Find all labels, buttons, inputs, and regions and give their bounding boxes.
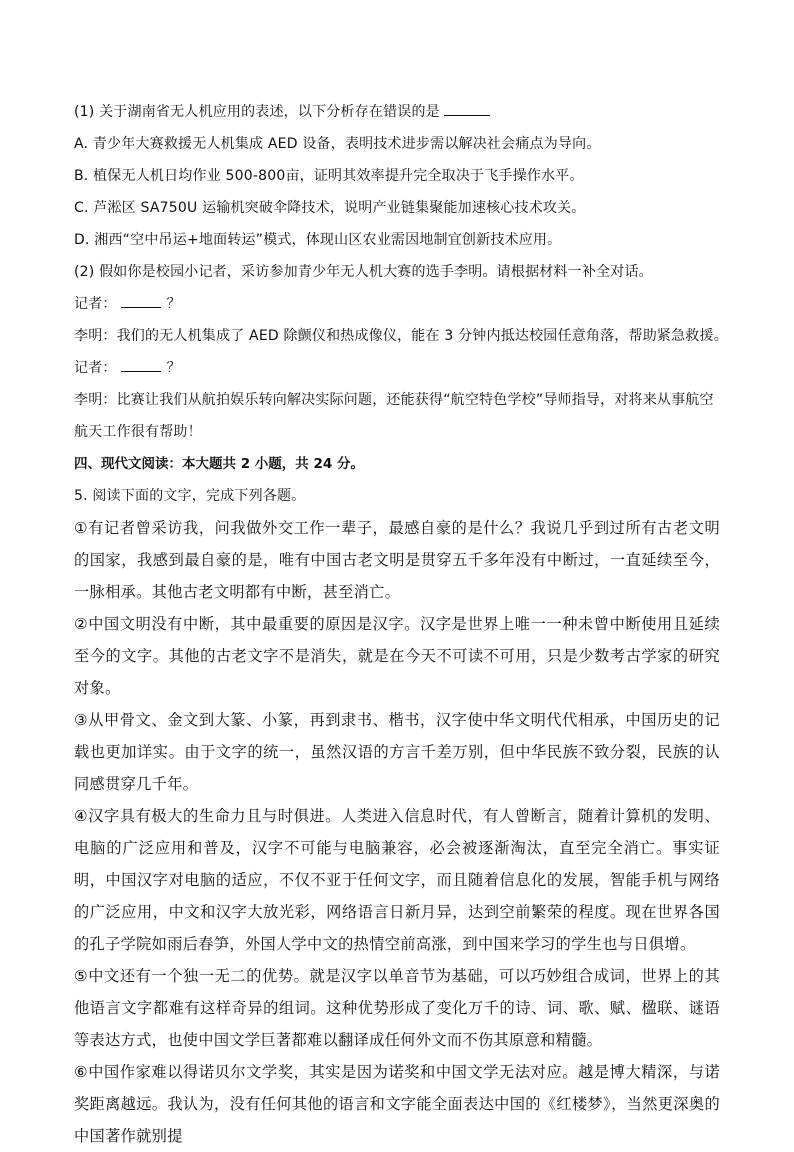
reporter-line-1 bbox=[74, 288, 720, 320]
li-ming-answer-1: 李明：我们的无人机集成了 AED 除颤仪和热成像仪，能在 3 分钟内抵达校园任意角落，帮助紧急救援。 bbox=[74, 328, 728, 344]
question-1-stem bbox=[74, 96, 720, 128]
question-2-stem: (2) 假如你是校园小记者，采访参加青少年无人机大赛的选手李明。请根据材料一补全对话。 bbox=[74, 264, 653, 280]
question-1-stem-text: (1) 关于湖南省无人机应用的表述，以下分析存在错误的是 bbox=[74, 104, 440, 120]
paragraph-5: ⑤中文还有一个独一无二的优势。就是汉字以单音节为基础，可以巧妙组合成词，世界上的其他语言文字都难有这样奇异的组词。这种优势形成了变化万千的诗、词、歌、赋、楹联、谜语等表达方式，也使中国文学巨著都难以翻译成任何外文而不伤其原意和精髓。 bbox=[74, 967, 720, 1049]
reporter-line-2 bbox=[74, 352, 720, 384]
question-1-option-d: D. 湘西“空中吊运+地面转运”模式，体现山区农业需因地制宜创新技术应用。 bbox=[74, 232, 562, 248]
question-1-option-b: B. 植保无人机日均作业 500-800亩，证明其效率提升完全取决于飞手操作水平。 bbox=[74, 168, 584, 184]
question-mark: ？ bbox=[166, 360, 181, 376]
question-mark: ？ bbox=[166, 296, 181, 312]
reporter-label: 记者： bbox=[74, 360, 117, 376]
li-ming-answer-2-line-2: 航天工作很有帮助！ bbox=[74, 424, 202, 440]
li-ming-answer-2-line-1: 李明：比赛让我们从航拍娱乐转向解决实际问题，还能获得“航空特色学校”导师指导，对将来从事航空 bbox=[74, 392, 714, 408]
question-5-stem: 5. 阅读下面的文字，完成下列各题。 bbox=[74, 488, 306, 504]
question-1-option-c: C. 芦淞区 SA750U 运输机突破伞降技术，说明产业链集聚能加速核心技术攻关。 bbox=[74, 200, 586, 216]
answer-blank bbox=[121, 293, 161, 308]
answer-blank bbox=[444, 101, 490, 116]
question-1-option-a: A. 青少年大赛救援无人机集成 AED 设备，表明技术进步需以解决社会痛点为导向。 bbox=[74, 136, 601, 152]
paragraph-4: ④汉字具有极大的生命力且与时俱进。人类进入信息时代，有人曾断言，随着计算机的发明、电脑的广泛应用和普及，汉字不可能与电脑兼容，必会被逐渐淘汰，直至完全消亡。事实证明，中国汉字对电脑的适应，不仅不亚于任何文字，而且随着信息化的发展，智能手机与网络的广泛应用，中文和汉字大放光彩，网络语言日新月异，达到空前繁荣的程度。现在世界各国的孔子学院如雨后春笋，外国人学中文的热情空前高涨，到中国来学习的学生也与日俱增。 bbox=[74, 807, 720, 953]
document-content bbox=[74, 96, 728, 1152]
paragraph-6: ⑥中国作家难以得诺贝尔文学奖，其实是因为诺奖和中国文学无法对应。越是博大精深，与诺奖距离越远。我认为，没有任何其他的语言和文字能全面表达中国的《红楼梦》，当然更深奥的中国著作就别提 bbox=[74, 1063, 720, 1145]
paragraph-2: ②中国文明没有中断，其中最重要的原因是汉字。汉字是世界上唯一一种未曾中断使用且延续至今的文字。其他的古老文字不是消失，就是在今天不可读不可用，只是少数考古学家的研究对象。 bbox=[74, 615, 720, 697]
paragraph-3: ③从甲骨文、金文到大篆、小篆，再到隶书、楷书，汉字使中华文明代代相承，中国历史的记载也更加详实。由于文字的统一，虽然汉语的方言千差万别，但中华民族不致分裂，民族的认同感贯穿几千年。 bbox=[74, 711, 720, 793]
section-heading: 四、现代文阅读：本大题共 2 小题，共 24 分。 bbox=[74, 456, 364, 472]
paragraph-1: ①有记者曾采访我，问我做外交工作一辈子，最感自豪的是什么？我说几乎到过所有古老文明的国家，我感到最自豪的是，唯有中国古老文明是贯穿五千多年没有中断过，一直延续至今，一脉相承。其他古老文明都有中断，甚至消亡。 bbox=[74, 519, 720, 601]
reporter-label: 记者： bbox=[74, 296, 117, 312]
answer-blank bbox=[121, 357, 161, 372]
